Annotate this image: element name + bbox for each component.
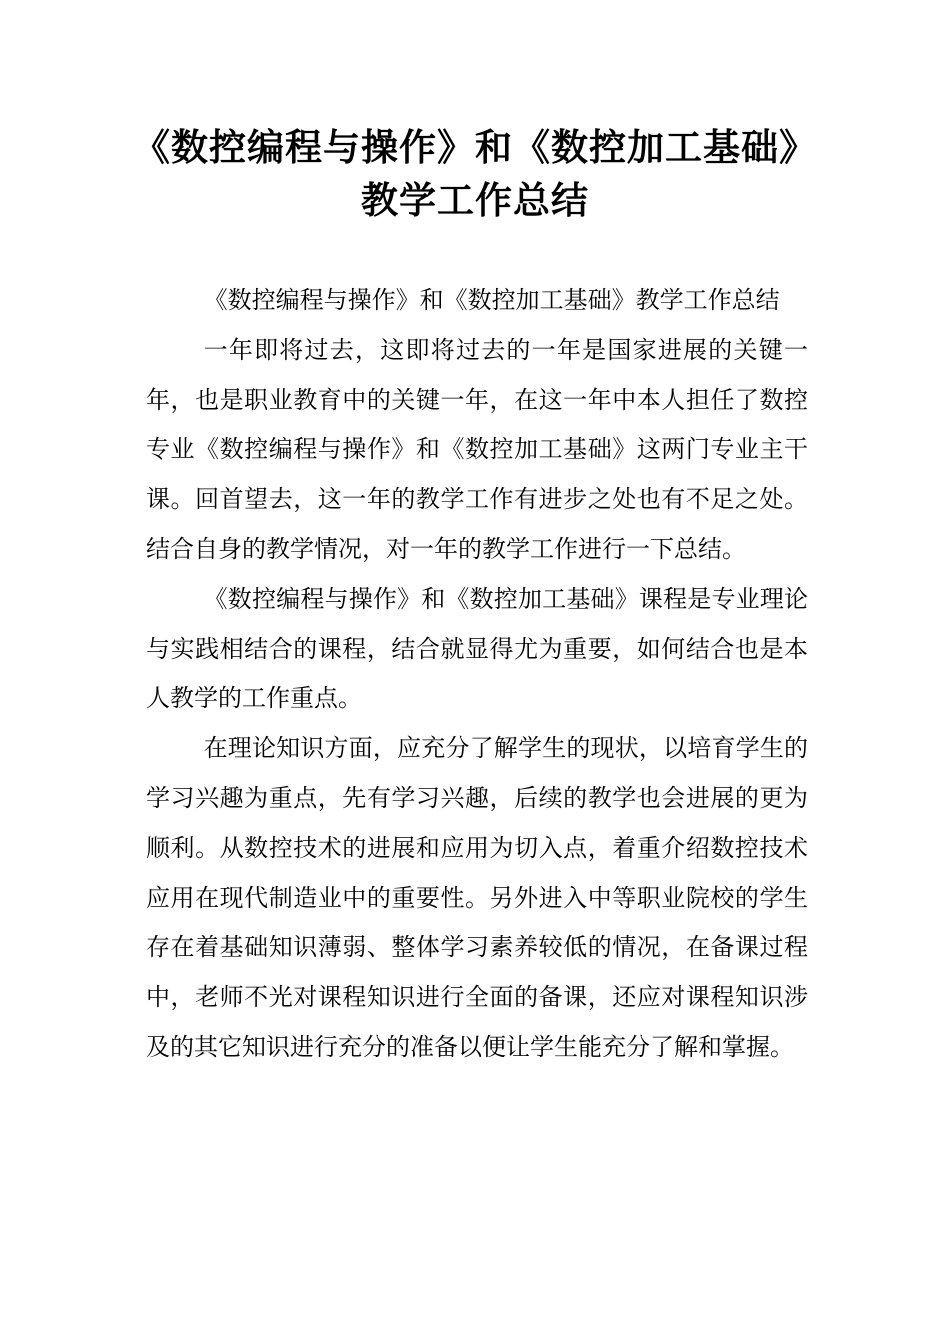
paragraph-theory-knowledge: 在理论知识方面，应充分了解学生的现状，以培育学生的学习兴趣为重点，先有学习兴趣，后续的教学也会进展的更为顺利。从数控技术的进展和应用为切入点，着重介绍数控技术应用在现代制造业中的重要性。另外进入中等职业院校的学生存在着基础知识薄弱、整体学习素养较低的情况，在备课过程中，老师不光对课程知识进行全面的备课，还应对课程知识涉及的其它知识进行充分的准备以便让学生能充分了解和掌握。 bbox=[146, 734, 808, 1061]
paragraph-intro: 一年即将过去，这即将过去的一年是国家进展的关键一年，也是职业教育中的关键一年，在这一年中本人担任了数控专业《数控编程与操作》和《数控加工基础》这两门专业主干课。回首望去，这一年的教学工作有进步之处也有不足之处。结合自身的教学情况，对一年的教学工作进行一下总结。 bbox=[146, 335, 808, 563]
paragraph-course-nature: 《数控编程与操作》和《数控加工基础》课程是专业理论与实践相结合的课程，结合就显得尤为重要，如何结合也是本人教学的工作重点。 bbox=[146, 584, 808, 713]
document-body bbox=[146, 276, 808, 1073]
paragraph-heading-repeat: 《数控编程与操作》和《数控加工基础》教学工作总结 bbox=[203, 286, 780, 314]
document-title: 《数控编程与操作》和《数控加工基础》教学工作总结 bbox=[133, 126, 817, 222]
